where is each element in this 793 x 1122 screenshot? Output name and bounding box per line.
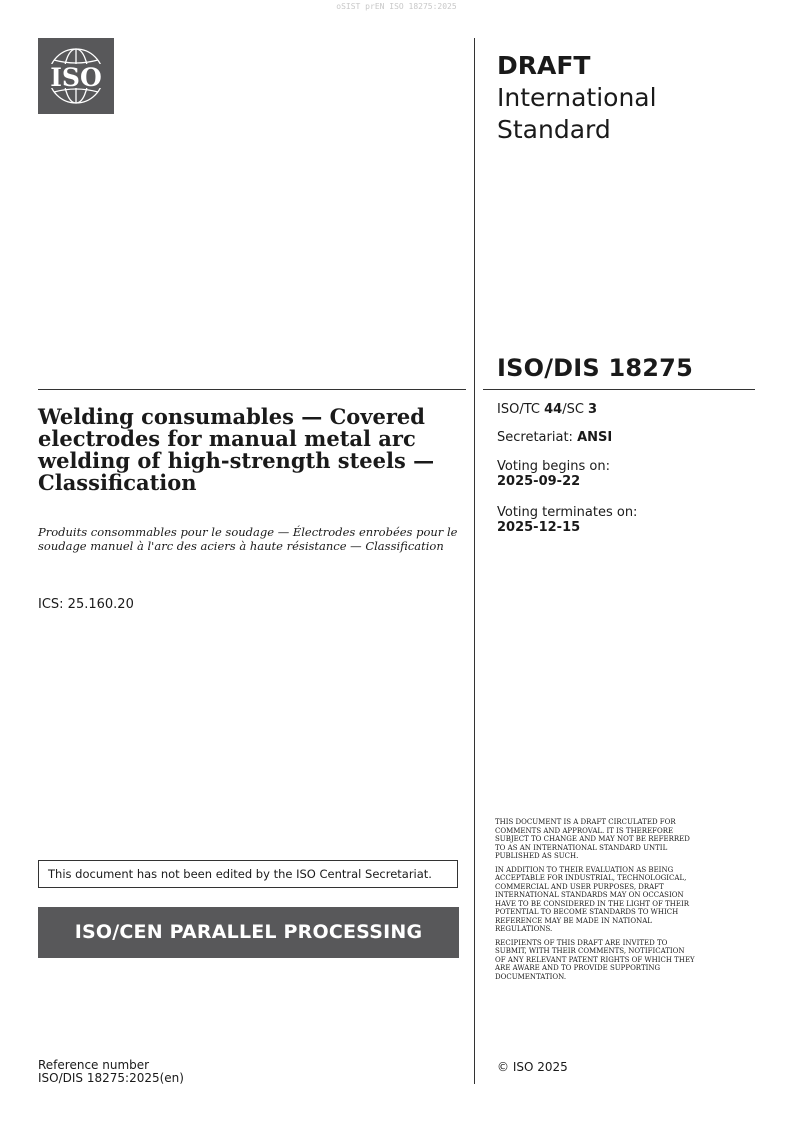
committee: [497, 402, 597, 417]
draft-heading: [497, 50, 757, 146]
committee-prefix: ISO/TC: [497, 402, 545, 417]
secretariat: [497, 430, 612, 445]
french-title: Produits consommables pour le soudage — Électrodes enrobées pour le soudage manuel à l'arc des aciers à haute résistance — Classification: [38, 525, 458, 553]
english-title: Welding consumables — Covered electrodes for manual metal arc welding of high-strength steels — Classification: [38, 404, 435, 495]
reference-number: [38, 1059, 184, 1085]
horizontal-divider-left: [38, 389, 466, 390]
reference-value: ISO/DIS 18275:2025(en): [38, 1071, 184, 1085]
committee-tc: 44: [544, 402, 563, 417]
vertical-divider: [474, 38, 475, 1084]
reference-label: Reference number: [38, 1058, 150, 1072]
document-number: ISO/DIS 18275: [497, 354, 693, 382]
committee-sep: /SC: [562, 402, 589, 417]
parallel-processing-banner: ISO/CEN PARALLEL PROCESSING: [38, 907, 459, 958]
logo-text: ISO: [50, 63, 102, 92]
draft-disclaimer: [495, 818, 695, 986]
secretariat-value: ANSI: [577, 430, 613, 445]
draft-heading-line3: Standard: [497, 115, 611, 144]
draft-heading-line1: DRAFT: [497, 51, 591, 80]
voting-terminates-date: 2025-12-15: [497, 520, 581, 535]
iso-globe-logo: [38, 38, 114, 114]
disclaimer-paragraph-3: RECIPIENTS OF THIS DRAFT ARE INVITED TO SUBMIT, WITH THEIR COMMENTS, NOTIFICATION OF ANY RELEVANT PATENT RIGHTS OF WHICH THEY ARE AWARE AND TO PROVIDE SUPPORTING DOCUMENTATION.: [495, 938, 695, 981]
draft-heading-line2: International: [497, 83, 657, 112]
ics-code: ICS: 25.160.20: [38, 597, 134, 612]
watermark: oSIST prEN ISO 18275:2025: [336, 2, 457, 11]
voting-begins-date: 2025-09-22: [497, 474, 581, 489]
voting-begins-label: Voting begins on:: [497, 459, 611, 474]
disclaimer-paragraph-2: IN ADDITION TO THEIR EVALUATION AS BEING ACCEPTABLE FOR INDUSTRIAL, TECHNOLOGICAL, COMMERCIAL AND USER PURPOSES, DRAFT INTERNATIONAL STANDARDS MAY ON OCCASION HAVE TO BE CONSIDERED IN THE LIGHT OF THEIR POTENTIAL TO BECOME STANDARDS TO WHICH REFERENCE MAY BE MADE IN NATIONAL REGULATIONS.: [495, 865, 690, 933]
voting-terminates: [497, 505, 637, 535]
voting-terminates-label: Voting terminates on:: [497, 505, 638, 520]
committee-sc: 3: [588, 402, 598, 417]
copyright: © ISO 2025: [497, 1060, 568, 1074]
disclaimer-paragraph-1: THIS DOCUMENT IS A DRAFT CIRCULATED FOR COMMENTS AND APPROVAL. IT IS THEREFORE SUBJECT TO CHANGE AND MAY NOT BE REFERRED TO AS AN INTERNATIONAL STANDARD UNTIL PUBLISHED AS SUCH.: [495, 818, 690, 860]
not-edited-notice: This document has not been edited by the ISO Central Secretariat.: [38, 860, 458, 888]
secretariat-label: Secretariat:: [497, 430, 578, 445]
horizontal-divider-right: [483, 389, 755, 390]
voting-begins: [497, 459, 610, 489]
